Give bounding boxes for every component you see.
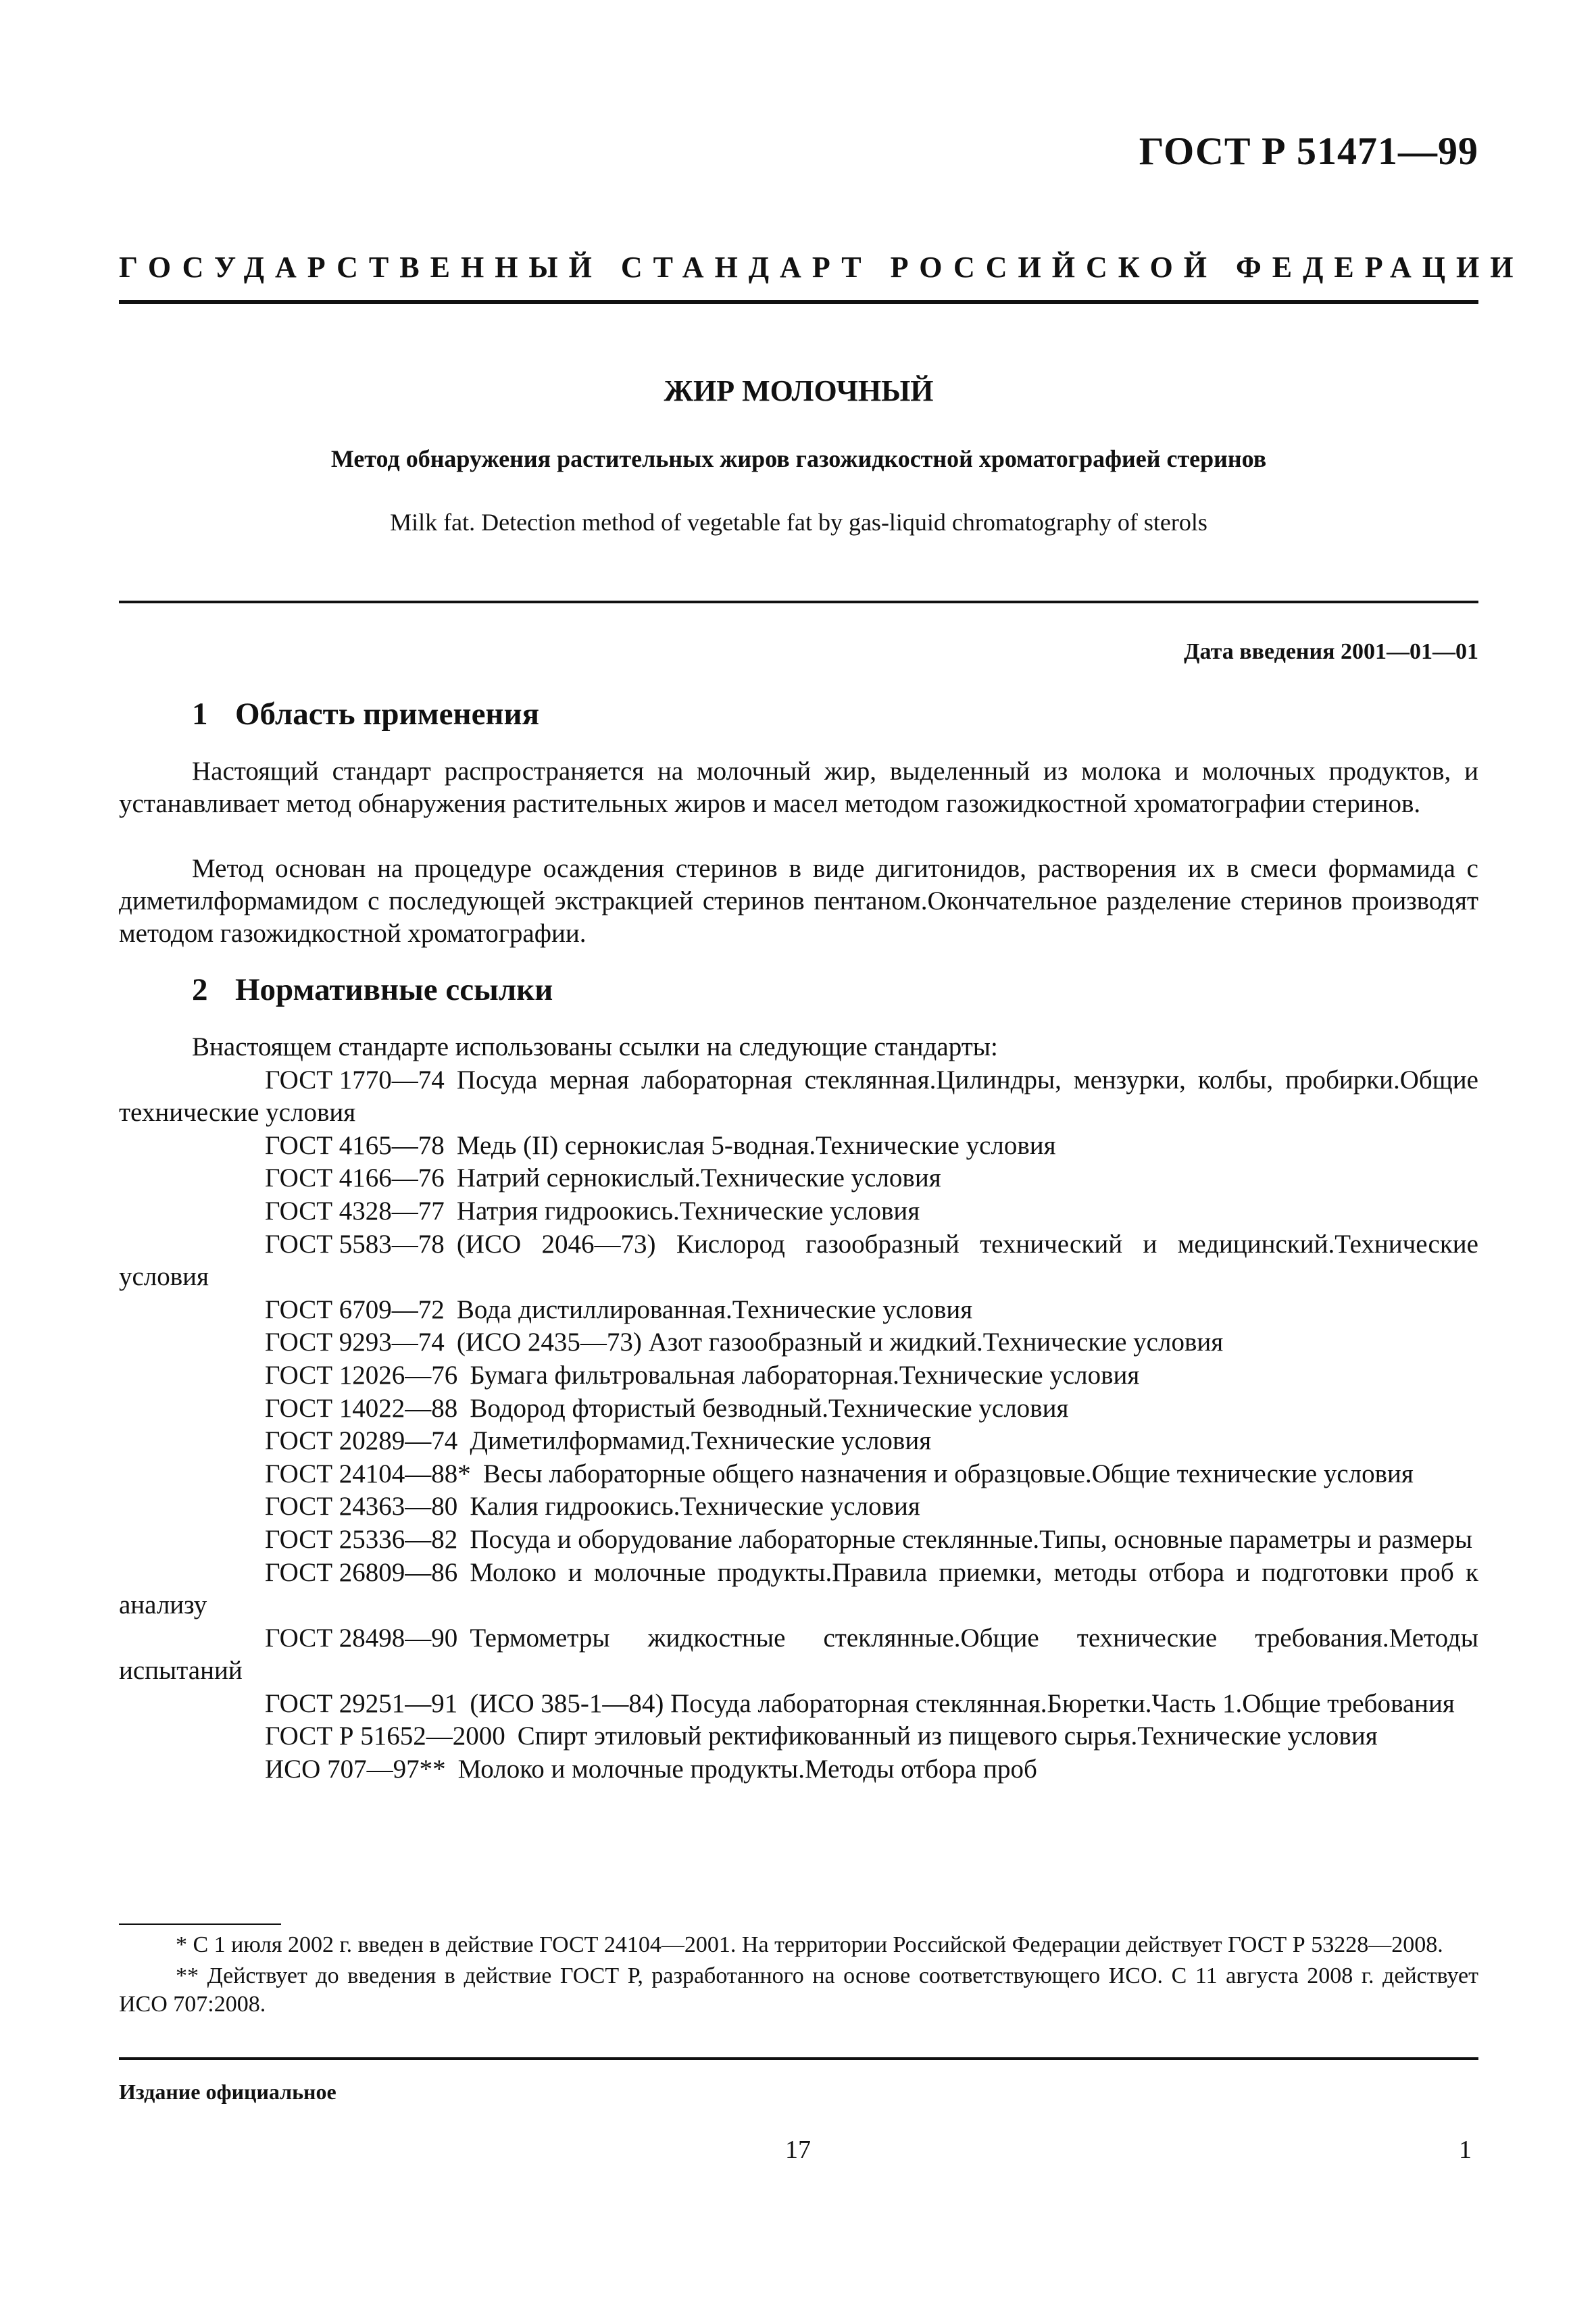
reference-code: ГОСТ 24104—88*: [265, 1459, 471, 1488]
reference-code: ГОСТ 26809—86: [265, 1557, 458, 1587]
reference-title: (ИСО 2046—73) Кислород газообразный технический и медицинский.Технические условия: [119, 1229, 1478, 1292]
reference-code: ГОСТ 4328—77: [265, 1196, 445, 1226]
reference-title: (ИСО 2435—73) Азот газообразный и жидкий.Технические условия: [456, 1328, 1224, 1357]
reference-item: [119, 1622, 1478, 1688]
title-divider: [119, 601, 1478, 603]
reference-code: ГОСТ 20289—74: [265, 1426, 458, 1456]
reference-title: Натрий сернокислый.Технические условия: [456, 1163, 941, 1193]
reference-title: Вода дистиллированная.Технические условия: [456, 1294, 973, 1324]
reference-item: [119, 1392, 1478, 1426]
reference-code: ГОСТ 1770—74: [265, 1065, 445, 1095]
reference-code: ГОСТ 4166—76: [265, 1163, 445, 1193]
footnotes: [119, 1931, 1478, 2021]
header-divider: [119, 300, 1478, 304]
reference-code: ГОСТ 28498—90: [265, 1623, 458, 1653]
reference-title: Водород фтористый безводный.Технические условия: [470, 1393, 1069, 1423]
footnote: * С 1 июля 2002 г. введен в действие ГОСТ 24104—2001. На территории Российской Федерации действует ГОСТ Р 53228—2008.: [176, 1932, 1443, 1957]
reference-code: ГОСТ 4165—78: [265, 1130, 445, 1160]
reference-title: (ИСО 385-1—84) Посуда лабораторная стеклянная.Бюретки.Часть 1.Общие требования: [470, 1688, 1455, 1718]
reference-title: Медь (II) сернокислая 5-водная.Технические условия: [456, 1130, 1056, 1160]
reference-item: [119, 1425, 1478, 1458]
reference-code: ГОСТ Р 51652—2000: [265, 1721, 505, 1751]
scope-paragraph: Метод основан на процедуре осаждения стеринов в виде дигитонидов, растворения их в смеси формамида с диметилформамидом с последующей экстракцией стеринов пентаном.Окончательное разделение стеринов производят методом газожидкостной хроматографии.: [119, 854, 1478, 948]
reference-item: [119, 1195, 1478, 1228]
reference-item: [119, 1064, 1478, 1130]
reference-item: [119, 1162, 1478, 1195]
reference-code: ГОСТ 25336—82: [265, 1524, 458, 1554]
reference-code: ГОСТ 6709—72: [265, 1294, 445, 1324]
section-heading-scope: [192, 696, 539, 732]
section-title: Нормативные ссылки: [235, 972, 553, 1007]
reference-code: ГОСТ 5583—78: [265, 1229, 445, 1259]
section-number: 2: [192, 972, 208, 1007]
reference-item: [119, 1557, 1478, 1622]
reference-title: Весы лабораторные общего назначения и образцовые.Общие технические условия: [482, 1459, 1414, 1488]
reference-title: Спирт этиловый ректификованный из пищевого сырья.Технические условия: [517, 1721, 1378, 1751]
reference-code: ГОСТ 24363—80: [265, 1492, 458, 1521]
document-title: ЖИР МОЛОЧНЫЙ: [664, 374, 934, 407]
reference-title: Молоко и молочные продукты.Правила приемки, методы отбора и подготовки проб к анализу: [119, 1557, 1478, 1620]
reference-item: [119, 1359, 1478, 1392]
reference-item: [119, 1458, 1478, 1491]
reference-item: [119, 1294, 1478, 1327]
reference-code: ГОСТ 12026—76: [265, 1360, 458, 1390]
reference-title: Диметилформамид.Технические условия: [470, 1426, 932, 1456]
reference-code: ИСО 707—97**: [265, 1755, 446, 1784]
reference-item: [119, 1720, 1478, 1753]
reference-code: ГОСТ 9293—74: [265, 1328, 445, 1357]
reference-item: [119, 1228, 1478, 1294]
section-number: 1: [192, 697, 208, 732]
scope-paragraph: Настоящий стандарт распространяется на молочный жир, выделенный из молока и молочных продуктов, и устанавливает метод обнаружения растительных жиров и масел методом газожидкостной хроматографии стеринов.: [119, 757, 1478, 818]
reference-item: [119, 1688, 1478, 1721]
state-standard-heading: ГОСУДАРСТВЕННЫЙ СТАНДАРТ РОССИЙСКОЙ ФЕДЕРАЦИИ: [119, 251, 1524, 284]
reference-item: [119, 1326, 1478, 1359]
footnote: ** Действует до введения в действие ГОСТ Р, разработанного на основе соответствующего ИСО. С 11 августа 2008 г. действует ИСО 707:2008.: [119, 1963, 1478, 2017]
reference-title: Термометры жидкостные стеклянные.Общие технические требования.Методы испытаний: [119, 1623, 1478, 1686]
reference-title: Посуда и оборудование лабораторные стеклянные.Типы, основные параметры и размеры: [470, 1524, 1473, 1554]
reference-item: [119, 1753, 1478, 1786]
document-number: ГОСТ Р 51471—99: [1139, 129, 1478, 173]
reference-title: Натрия гидроокись.Технические условия: [456, 1196, 920, 1226]
reference-item: [119, 1490, 1478, 1524]
reference-title: Бумага фильтровальная лабораторная.Технические условия: [470, 1360, 1140, 1390]
footer-divider: [119, 2057, 1478, 2060]
reference-item: [119, 1130, 1478, 1163]
reference-code: ГОСТ 29251—91: [265, 1688, 458, 1718]
section-heading-references: [192, 972, 553, 1008]
document-title-english: Milk fat. Detection method of vegetable fat by gas-liquid chromatography of sterols: [390, 509, 1207, 536]
introduction-date: Дата введения 2001—01—01: [1184, 639, 1478, 664]
reference-item: [119, 1524, 1478, 1557]
section-title: Область применения: [235, 697, 540, 732]
references-intro: Внастоящем стандарте использованы ссылки на следующие стандарты:: [192, 1032, 998, 1061]
references-list: [119, 1031, 1478, 1786]
footnote-divider: [119, 1923, 281, 1925]
reference-title: Посуда мерная лабораторная стеклянная.Цилиндры, мензурки, колбы, пробирки.Общие технические условия: [119, 1065, 1478, 1128]
reference-code: ГОСТ 14022—88: [265, 1393, 458, 1423]
edition-label: Издание официальное: [119, 2080, 336, 2104]
reference-title: Калия гидроокись.Технические условия: [470, 1492, 920, 1521]
document-subtitle: Метод обнаружения растительных жиров газожидкостной хроматографией стеринов: [330, 445, 1267, 472]
page-number-right: 1: [1459, 2136, 1472, 2164]
page-number-center: 17: [785, 2136, 811, 2164]
reference-title: Молоко и молочные продукты.Методы отбора проб: [457, 1755, 1037, 1784]
